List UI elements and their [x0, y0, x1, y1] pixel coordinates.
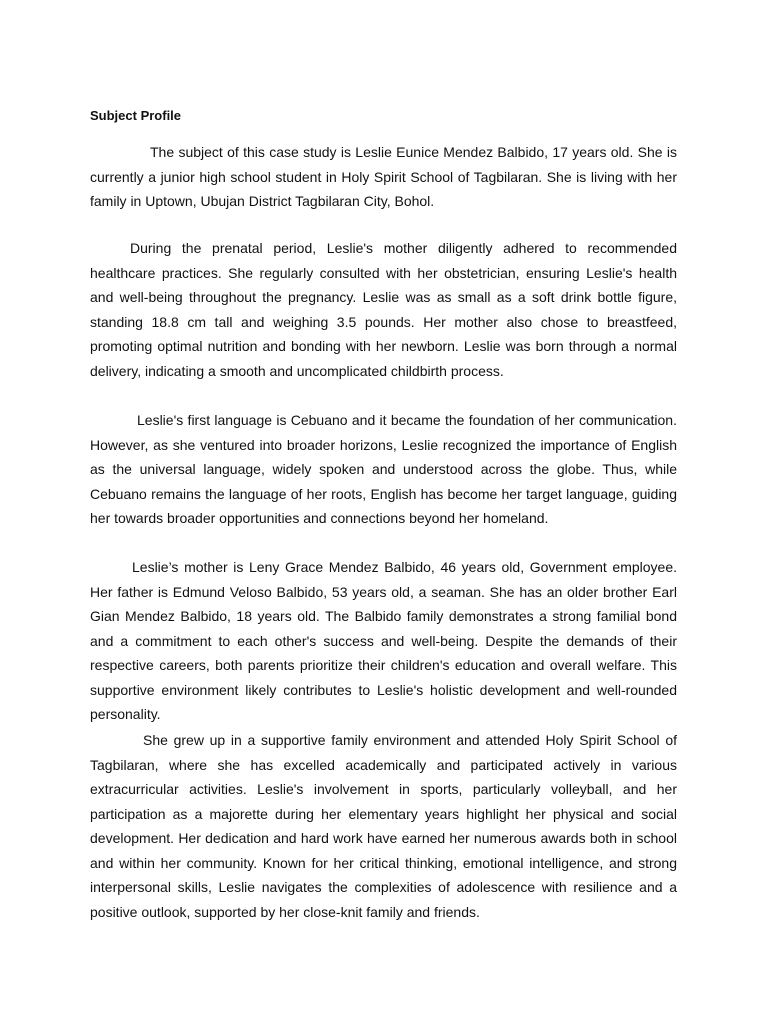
paragraph-prenatal: During the prenatal period, Leslie's mother diligently adhered to recommended healthcare practices. She regularly consulted with her obstetrician, ensuring Leslie's health and well-being throughout the pregnancy. Leslie was as small as a soft drink bottle figure, standing 18.8 cm tall and weighing 3.5 pounds. Her mother also chose to breastfeed, promoting optimal nutrition and bonding with her newborn. Leslie was born through a normal delivery, indicating a smooth and uncomplicated childbirth process.	[90, 240, 677, 379]
paragraph-family: Leslie’s mother is Leny Grace Mendez Balbido, 46 years old, Government employee. Her father is Edmund Veloso Balbido, 53 years old, a seaman. She has an older brother Earl Gian Mendez Balbido, 18 years old. The Balbido family demonstrates a strong familial bond and a commitment to each other's success and well-being. Despite the demands of their respective careers, both parents prioritize their children's education and overall welfare. This supportive environment likely contributes to Leslie's holistic development and well-rounded personality.	[90, 559, 677, 722]
paragraph-development: She grew up in a supportive family environment and attended Holy Spirit School of Tagbilaran, where she has excelled academically and participated actively in various extracurricular activities. Leslie's involvement in sports, particularly volleyball, and her participation as a majorette during her elementary years highlight her physical and social development. Her dedication and hard work have earned her numerous awards both in school and within her community. Known for her critical thinking, emotional intelligence, and strong interpersonal skills, Leslie navigates the complexities of adolescence with resilience and a positive outlook, supported by her close-knit family and friends.	[90, 732, 677, 920]
paragraph-introduction: The subject of this case study is Leslie Eunice Mendez Balbido, 17 years old. She is currently a junior high school student in Holy Spirit School of Tagbilaran. She is living with her family in Uptown, Ubujan District Tagbilaran City, Bohol.	[90, 144, 677, 209]
section-heading: Subject Profile	[90, 108, 182, 123]
paragraph-language: Leslie's first language is Cebuano and it became the foundation of her communication. However, as she ventured into broader horizons, Leslie recognized the importance of English as the universal language, widely spoken and understood across the globe. Thus, while Cebuano remains the language of her roots, English has become her target language, guiding her towards broader opportunities and connections beyond her homeland.	[90, 412, 677, 526]
